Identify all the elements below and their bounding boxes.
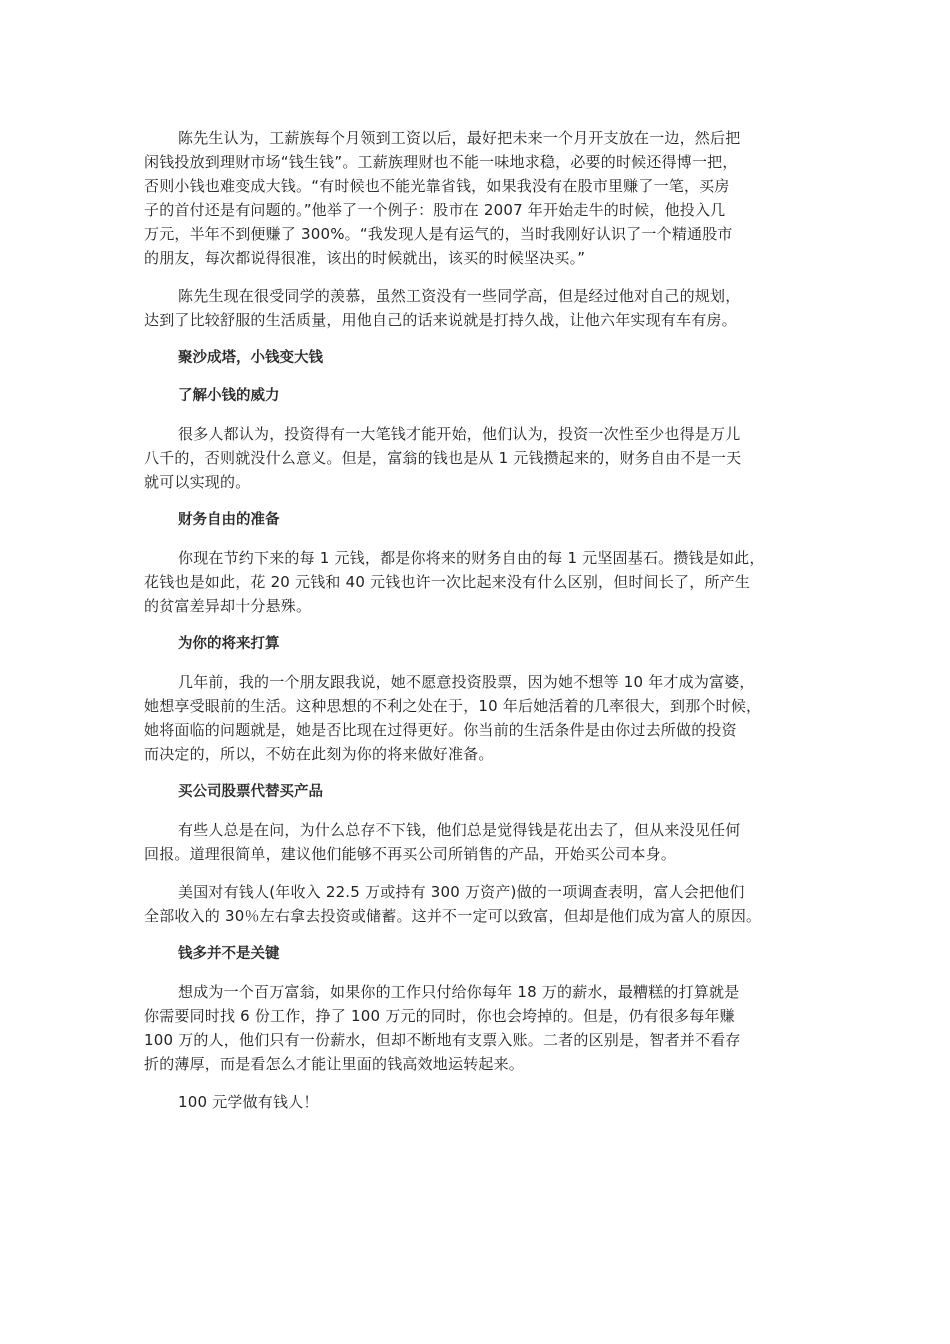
text-line: 子的首付还是有问题的。”他举了一个例子：股市在 2007 年开始走牛的时候，他投入几 bbox=[144, 201, 726, 219]
text-line: 财务自由的准备 bbox=[178, 512, 280, 528]
text-line: 而决定的，所以，不妨在此刻为你的将来做好准备。 bbox=[144, 745, 494, 763]
text-line: 美国对有钱人(年收入 22.5 万或持有 300 万资产)做的一项调查表明，富人会把他们 bbox=[178, 883, 745, 901]
text-line: 你需要同时找 6 份工作，挣了 100 万元的同时，你也会垮掉的。但是，仍有很多每年赚 bbox=[144, 1007, 735, 1025]
text-line: 陈先生认为，工薪族每个月领到工资以后，最好把未来一个月开支放在一边，然后把 bbox=[178, 129, 741, 147]
text-line: 100 万的人，他们只有一份薪水，但却不断地有支票入账。二者的区别是，智者并不看存 bbox=[144, 1031, 741, 1049]
paragraph bbox=[144, 818, 824, 866]
text-line: 你现在节约下来的每 1 元钱，都是你将来的财务自由的每 1 元坚固基石。攒钱是如此， bbox=[178, 549, 765, 567]
text-line: 陈先生现在很受同学的羡慕，虽然工资没有一些同学高，但是经过他对自己的规划， bbox=[178, 287, 741, 305]
text-line: 聚沙成塔，小钱变大钱 bbox=[178, 350, 323, 366]
paragraph bbox=[144, 980, 824, 1076]
text-line: 100 元学做有钱人！ bbox=[178, 1093, 319, 1111]
text-line: 她想享受眼前的生活。这种思想的不利之处在于，10 年后她活着的几率很大，到那个时候， bbox=[144, 697, 762, 715]
text-line: 八千的，否则就没什么意义。但是，富翁的钱也是从 1 元钱攒起来的，财务自由不是一天 bbox=[144, 449, 742, 467]
text-line: 就可以实现的。 bbox=[144, 473, 251, 491]
text-line: 几年前，我的一个朋友跟我说，她不愿意投资股票，因为她不想等 10 年才成为富婆， bbox=[178, 673, 755, 691]
text-line: 有些人总是在问，为什么总存不下钱，他们总是觉得钱是花出去了，但从来没见任何 bbox=[178, 821, 741, 839]
section-heading bbox=[144, 942, 824, 966]
paragraph bbox=[144, 670, 824, 766]
section-heading bbox=[144, 632, 824, 656]
text-line: 想成为一个百万富翁，如果你的工作只付给你每年 18 万的薪水，最糟糕的打算就是 bbox=[178, 983, 740, 1001]
document-page bbox=[144, 126, 824, 1128]
text-line: 买公司股票代替买产品 bbox=[178, 784, 323, 800]
section-heading bbox=[144, 384, 824, 408]
text-line: 回报。道理很简单，建议他们能够不再买公司所销售的产品，开始买公司本身。 bbox=[144, 845, 677, 863]
text-line: 花钱也是如此，花 20 元钱和 40 元钱也许一次比起来没有什么区别，但时间长了，所产生 bbox=[144, 573, 751, 591]
paragraph bbox=[144, 422, 824, 494]
text-line: 万元，半年不到便赚了 300%。“我发现人是有运气的，当时我刚好认识了一个精通股市 bbox=[144, 225, 733, 243]
text-line: 的朋友，每次都说得很准，该出的时候就出，该买的时候坚决买。” bbox=[144, 249, 586, 267]
text-line: 为你的将来打算 bbox=[178, 636, 280, 652]
section-heading bbox=[144, 780, 824, 804]
text-line: 否则小钱也难变成大钱。“有时候也不能光靠省钱，如果我没有在股市里赚了一笔，买房 bbox=[144, 177, 730, 195]
text-line: 达到了比较舒服的生活质量，用他自己的话来说就是打持久战，让他六年实现有车有房。 bbox=[144, 311, 737, 329]
paragraph bbox=[144, 284, 824, 332]
paragraph bbox=[144, 1090, 824, 1114]
text-line: 闲钱投放到理财市场“钱生钱”。工薪族理财也不能一味地求稳，必要的时候还得博一把， bbox=[144, 153, 738, 171]
text-line: 了解小钱的威力 bbox=[178, 388, 280, 404]
paragraph bbox=[144, 126, 824, 270]
text-line: 折的薄厚，而是看怎么才能让里面的钱高效地运转起来。 bbox=[144, 1055, 525, 1073]
text-line: 全部收入的 30％左右拿去投资或储蓄。这并不一定可以致富，但却是他们成为富人的原因。 bbox=[144, 907, 762, 925]
paragraph bbox=[144, 546, 824, 618]
section-heading bbox=[144, 508, 824, 532]
text-line: 的贫富差异却十分悬殊。 bbox=[144, 597, 312, 615]
text-line: 钱多并不是关键 bbox=[178, 946, 280, 962]
text-line: 她将面临的问题就是，她是否比现在过得更好。你当前的生活条件是由你过去所做的投资 bbox=[144, 721, 737, 739]
paragraph bbox=[144, 880, 824, 928]
section-heading bbox=[144, 346, 824, 370]
text-line: 很多人都认为，投资得有一大笔钱才能开始，他们认为，投资一次性至少也得是万儿 bbox=[178, 425, 741, 443]
